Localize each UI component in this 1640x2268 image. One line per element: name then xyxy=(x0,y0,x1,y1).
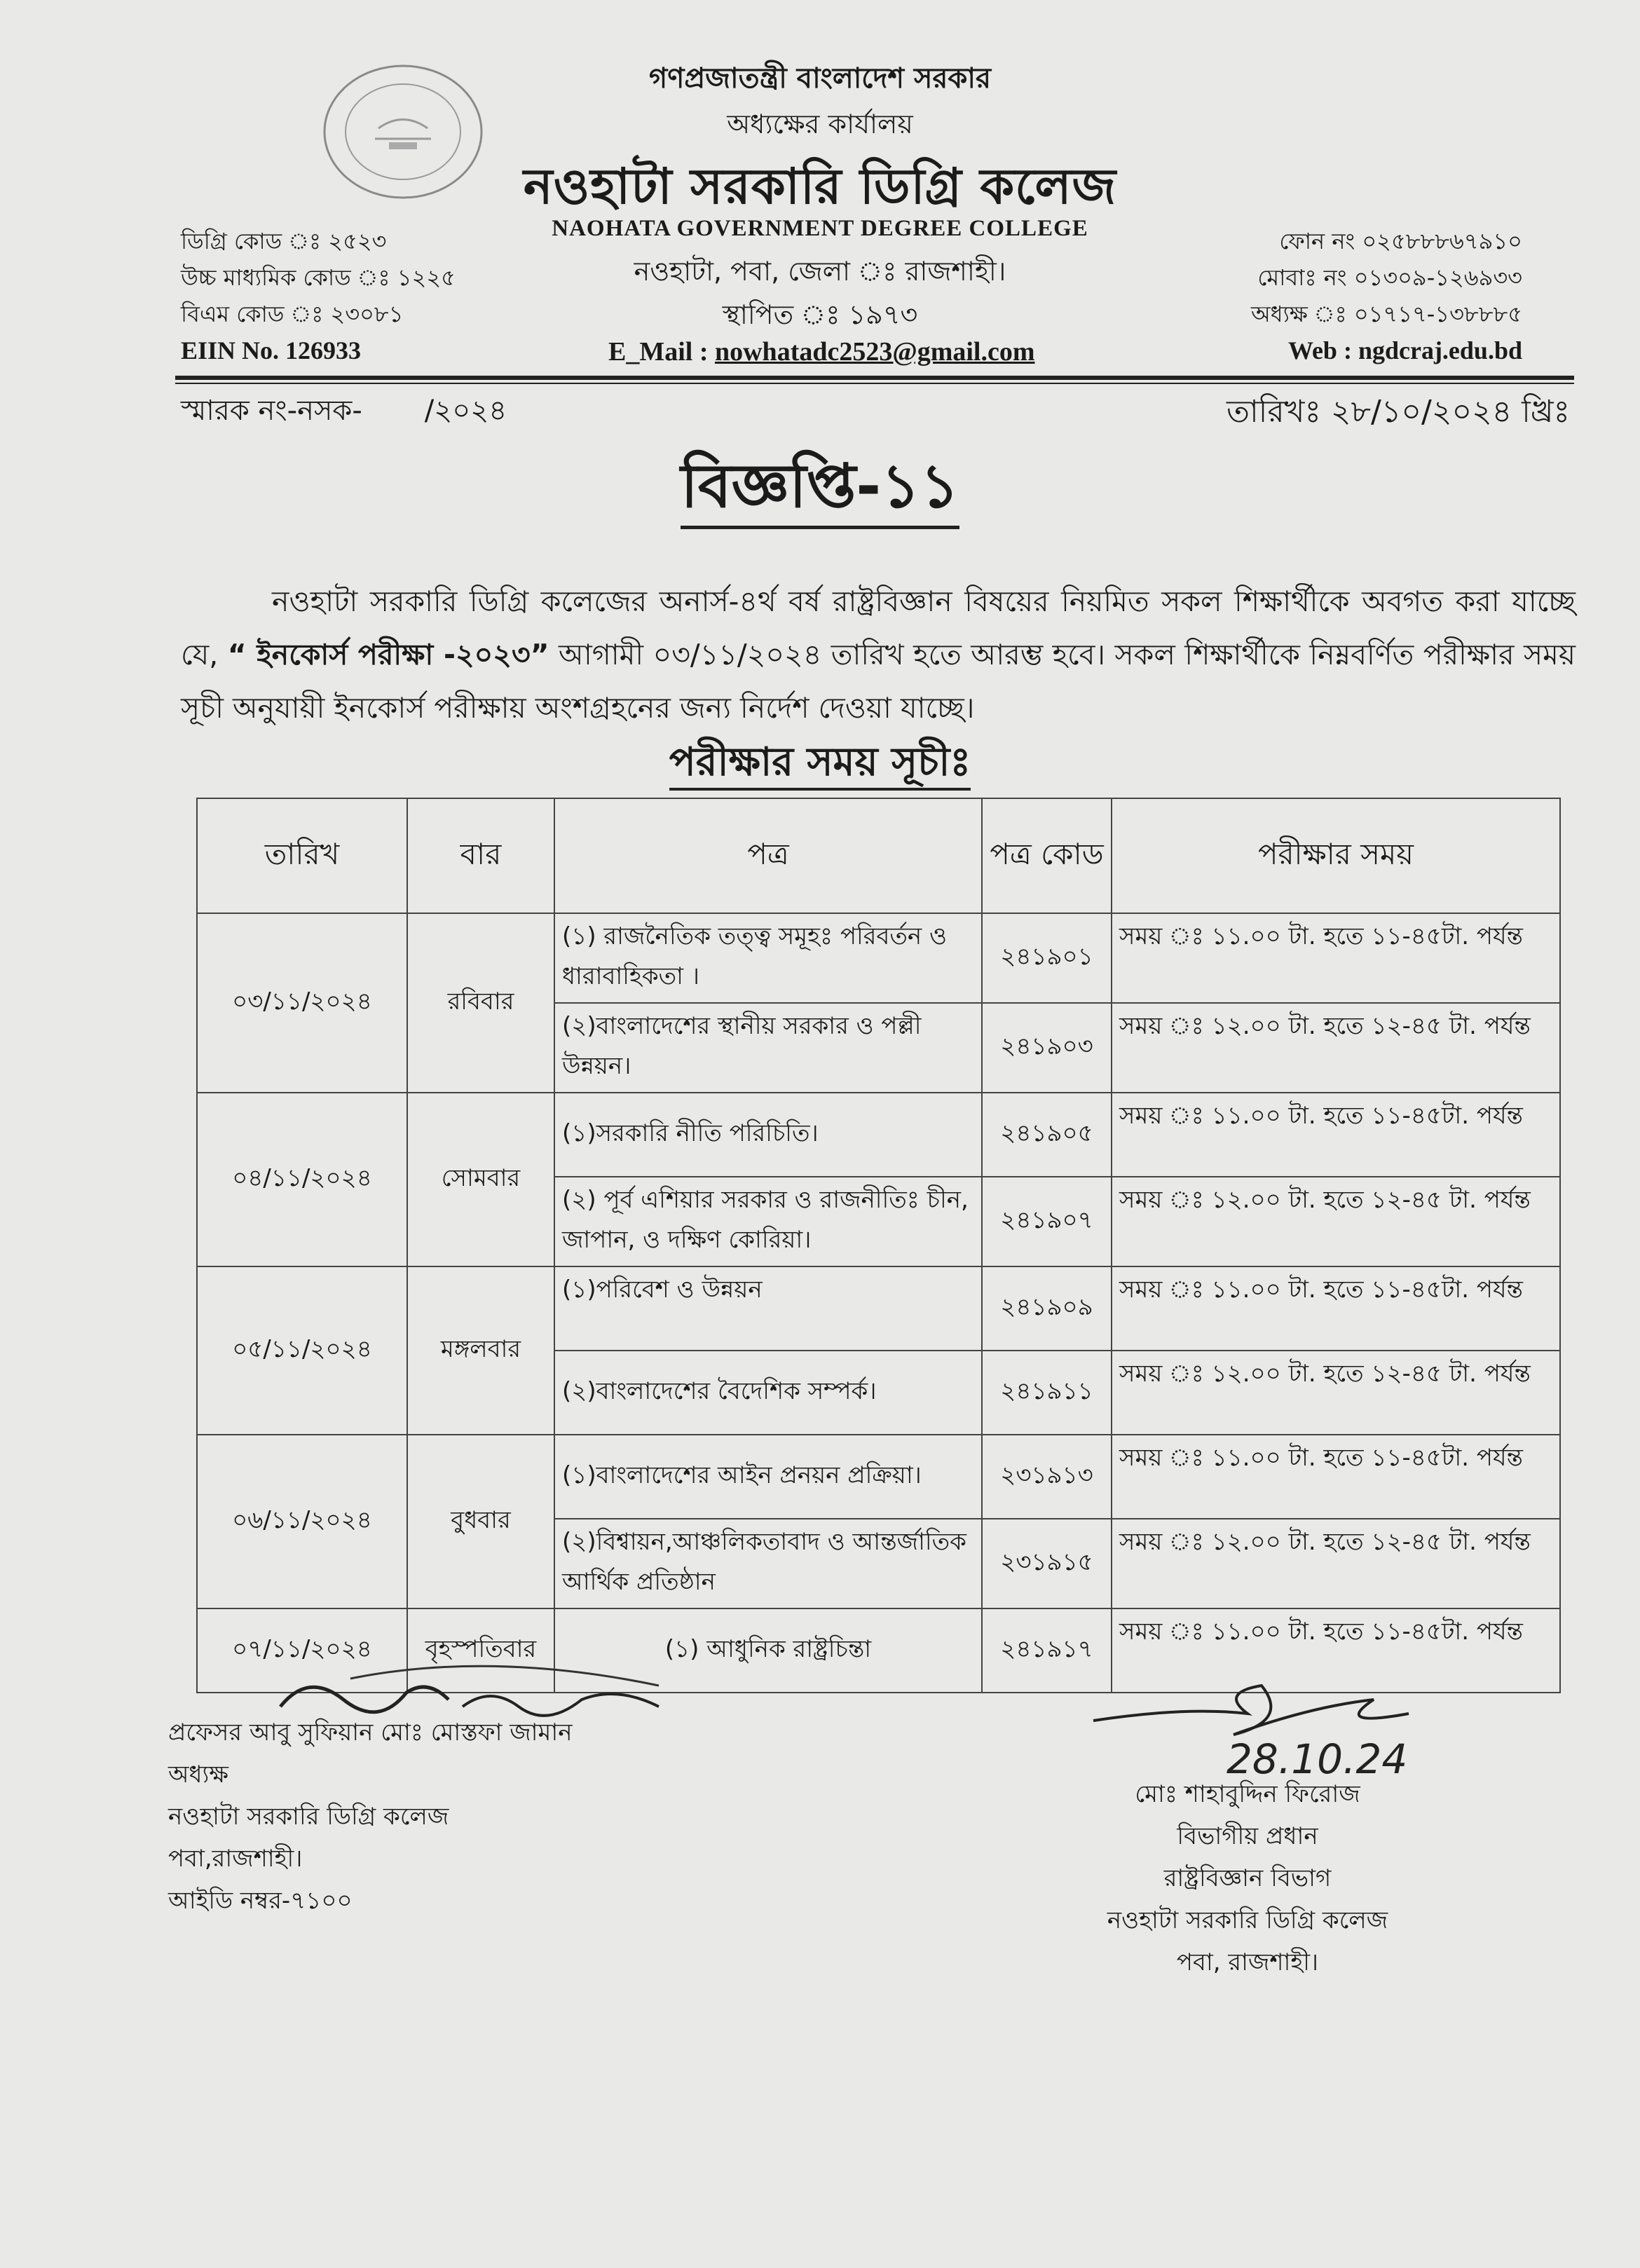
paragraph-part1: নওহাটা সরকারি ডিগ্রি কলেজের অনার্স-৪র্থ বর্ষ রাষ্ট্রবিজ্ঞান বিষয়ের নিয়মিত সকল শিক্ষার্থীকে অবগত করা যাচ্ছে যে, xyxy=(181,585,1576,671)
head-title: বিভাগীয় প্রধান xyxy=(1177,1822,1318,1850)
table-row xyxy=(197,913,1560,1003)
exam-schedule-table xyxy=(196,798,1561,1693)
bm-code: বিএম কোড ঃ ২৩০৮১ xyxy=(181,301,404,327)
notice-title-text: বিজ্ঞপ্তি-১১ xyxy=(681,451,959,529)
office-line: অধ্যক্ষের কার্যালয় xyxy=(727,109,913,139)
memo-number: স্মারক নং-নসক- /২০২৪ xyxy=(181,395,507,427)
paper-cell: (২)বাংলাদেশের বৈদেশিক সম্পর্ক। xyxy=(554,1351,982,1435)
day-cell: মঙ্গলবার xyxy=(407,1266,554,1435)
email-line xyxy=(608,336,1035,367)
code-cell: ২৪১৯০৩ xyxy=(982,1003,1112,1093)
time-cell: সময় ঃ ১২.০০ টা. হতে ১২-৪৫ টা. পর্যন্ত xyxy=(1112,1177,1560,1266)
time-cell: সময় ঃ ১১.০০ টা. হতে ১১-৪৫টা. পর্যন্ত xyxy=(1112,1266,1560,1351)
paper-cell: (১)সরকারি নীতি পরিচিতি। xyxy=(554,1093,982,1177)
principal-id: আইডি নম্বর-৭১০০ xyxy=(168,1887,353,1915)
code-cell: ২৪১৯০৭ xyxy=(982,1177,1112,1266)
paper-cell: (২) পূর্ব এশিয়ার সরকার ও রাজনীতিঃ চীন, জাপান, ও দক্ষিণ কোরিয়া। xyxy=(554,1177,982,1266)
principal-name: প্রফেসর আবু সুফিয়ান মোঃ মোস্তফা জামান xyxy=(168,1719,573,1747)
date-cell: ০৭/১১/২০২৪ xyxy=(197,1608,407,1693)
principal-college: নওহাটা সরকারি ডিগ্রি কলেজ xyxy=(168,1803,449,1831)
notice-date: তারিখঃ ২৮/১০/২০২৪ খ্রিঃ xyxy=(1226,394,1570,430)
paper-cell: (২)বিশ্বায়ন,আঞ্চলিকতাবাদ ও আন্তর্জাতিক আর্থিক প্রতিষ্ঠান xyxy=(554,1519,982,1608)
paper-cell: (১)পরিবেশ ও উন্নয়ন xyxy=(554,1266,982,1351)
head-college: নওহাটা সরকারি ডিগ্রি কলেজ xyxy=(1107,1906,1388,1934)
right-contacts xyxy=(1251,223,1522,369)
paper-cell: (১) রাজনৈতিক তত্ত্ব সমূহঃ পরিবর্তন ও ধারাবাহিকতা । xyxy=(554,913,982,1003)
code-cell: ২৪১৯০১ xyxy=(982,913,1112,1003)
date-cell: ০৫/১১/২০২৪ xyxy=(197,1266,407,1435)
paper-cell: (১)বাংলাদেশের আইন প্রনয়ন প্রক্রিয়া। xyxy=(554,1435,982,1519)
header-divider-thin xyxy=(175,383,1574,384)
notice-paragraph xyxy=(181,575,1576,735)
code-cell: ২৪১৯০৯ xyxy=(982,1266,1112,1351)
principal-phone: অধ্যক্ষ ঃ ০১৭১৭-১৩৮৮৮৫ xyxy=(1250,301,1522,327)
notice-title xyxy=(0,440,1640,540)
header-time: পরীক্ষার সময় xyxy=(1112,798,1560,913)
mobile-number: মোবাঃ নং ০১৩০৯-১২৬৯৩৩ xyxy=(1257,264,1522,291)
head-name: মোঃ শাহাবুদ্দিন ফিরোজ xyxy=(1135,1780,1360,1808)
table-row xyxy=(197,1435,1560,1519)
paragraph-part2: আগামী ০৩/১১/২০২৪ তারিখ হতে আরম্ভ হবে। সকল শিক্ষার্থীকে নিম্নবর্ণিত পরীক্ষার সময় সূচী অনুযায়ী ইনকোর্স পরীক্ষায় অংশগ্রহনের জন্য নির্দেশ দেওয়া যাচ্ছে। xyxy=(181,638,1576,725)
table-row xyxy=(197,1093,1560,1177)
time-cell: সময় ঃ ১১.০০ টা. হতে ১১-৪৫টা. পর্যন্ত xyxy=(1112,1608,1560,1693)
head-signature-icon xyxy=(1079,1679,1472,1784)
svg-text:28.10.24: 28.10.24 xyxy=(1226,1735,1408,1783)
code-cell: ২৪১৯১৭ xyxy=(982,1608,1112,1693)
table-row xyxy=(197,1266,1560,1351)
day-cell: রবিবার xyxy=(407,913,554,1093)
code-cell: ২৩১৯১৩ xyxy=(982,1435,1112,1519)
college-name-en: NAOHATA GOVERNMENT DEGREE COLLEGE xyxy=(552,216,1088,241)
day-cell: বৃহস্পতিবার xyxy=(407,1608,554,1693)
established-year: স্থাপিত ঃ ১৯৭৩ xyxy=(722,299,918,330)
eiin-number: EIIN No. 126933 xyxy=(181,336,362,364)
time-cell: সময় ঃ ১১.০০ টা. হতে ১১-৪৫টা. পর্যন্ত xyxy=(1112,1435,1560,1519)
email-label: E_Mail : xyxy=(608,337,709,367)
principal-signature-block xyxy=(168,1712,573,1922)
date-cell: ০৪/১১/২০২৪ xyxy=(197,1093,407,1266)
schedule-title xyxy=(0,732,1640,798)
government-line: গণপ্রজাতন্ত্রী বাংলাদেশ সরকার xyxy=(649,62,991,95)
exam-name: “ ইনকোর্স পরীক্ষা -২০২৩” xyxy=(227,638,549,671)
degree-code: ডিগ্রি কোড ঃ ২৫২৩ xyxy=(181,228,387,254)
header-date: তারিখ xyxy=(197,798,407,913)
email-link[interactable]: nowhatadc2523@gmail.com xyxy=(714,337,1035,367)
header-divider xyxy=(175,376,1574,380)
head-signature-block xyxy=(1051,1773,1444,1983)
time-cell: সময় ঃ ১২.০০ টা. হতে ১২-৪৫ টা. পর্যন্ত xyxy=(1112,1351,1560,1435)
time-cell: সময় ঃ ১১.০০ টা. হতে ১১-৪৫টা. পর্যন্ত xyxy=(1112,913,1560,1003)
code-cell: ২৪১৯০৫ xyxy=(982,1093,1112,1177)
header-day: বার xyxy=(407,798,554,913)
day-cell: সোমবার xyxy=(407,1093,554,1266)
college-address: নওহাটা, পবা, জেলা ঃ রাজশাহী। xyxy=(634,256,1006,287)
time-cell: সময় ঃ ১২.০০ টা. হতে ১২-৪৫ টা. পর্যন্ত xyxy=(1112,1003,1560,1093)
principal-place: পবা,রাজশাহী। xyxy=(168,1845,303,1873)
hsc-code: উচ্চ মাধ্যমিক কোড ঃ ১২২৫ xyxy=(181,264,456,291)
head-department: রাষ্ট্রবিজ্ঞান বিভাগ xyxy=(1163,1864,1332,1892)
header-code: পত্র কোড xyxy=(982,798,1112,913)
date-cell: ০৩/১১/২০২৪ xyxy=(197,913,407,1093)
phone-number: ফোন নং ০২৫৮৮৮৬৭৯১০ xyxy=(1279,228,1522,254)
time-cell: সময় ঃ ১১.০০ টা. হতে ১১-৪৫টা. পর্যন্ত xyxy=(1112,1093,1560,1177)
date-cell: ০৬/১১/২০২৪ xyxy=(197,1435,407,1608)
left-codes xyxy=(181,223,456,369)
header-paper: পত্র xyxy=(554,798,982,913)
principal-title: অধ্যক্ষ xyxy=(168,1761,228,1789)
paper-cell: (২)বাংলাদেশের স্থানীয় সরকার ও পল্লী উন্নয়ন। xyxy=(554,1003,982,1093)
schedule-title-text: পরীক্ষার সময় সূচীঃ xyxy=(669,739,971,791)
head-place: পবা, রাজশাহী। xyxy=(1176,1948,1319,1976)
paper-cell: (১) আধুনিক রাষ্ট্রচিন্তা xyxy=(554,1608,982,1693)
code-cell: ২৪১৯১১ xyxy=(982,1351,1112,1435)
website-link[interactable]: Web : ngdcraj.edu.bd xyxy=(1287,336,1522,364)
code-cell: ২৩১৯১৫ xyxy=(982,1519,1112,1608)
time-cell: সময় ঃ ১২.০০ টা. হতে ১২-৪৫ টা. পর্যন্ত xyxy=(1112,1519,1560,1608)
table-header-row xyxy=(197,798,1560,913)
day-cell: বুধবার xyxy=(407,1435,554,1608)
college-name-bn: নওহাটা সরকারি ডিগ্রি কলেজ xyxy=(523,158,1117,215)
